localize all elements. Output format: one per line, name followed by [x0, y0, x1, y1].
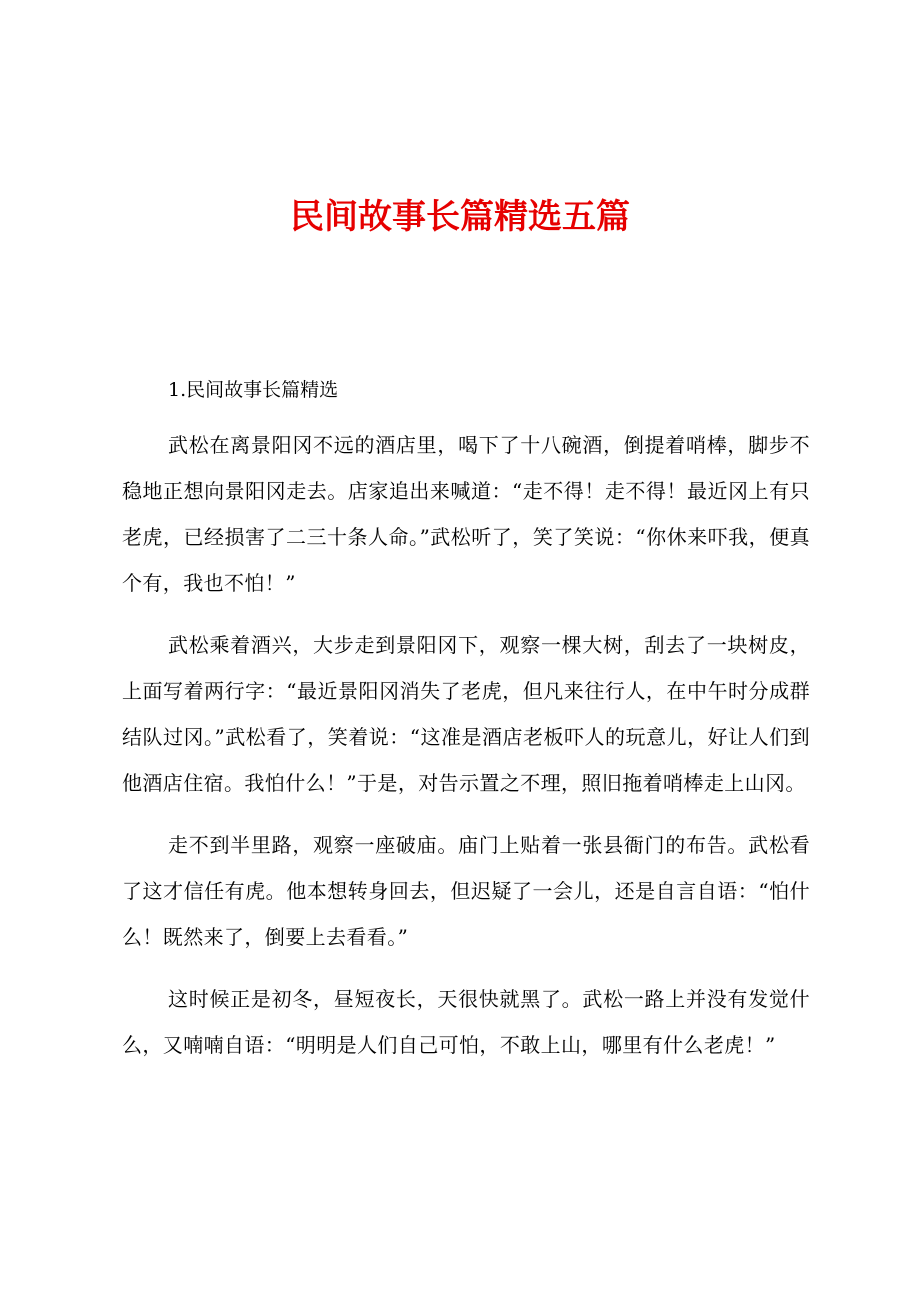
section-heading: 1.民间故事长篇精选: [168, 379, 339, 401]
document-body: [122, 374, 810, 1084]
paragraph: 武松在离景阳冈不远的酒店里，喝下了十八碗酒，倒提着哨棒，脚步不稳地正想向景阳冈走去。店家追出来喊道：“走不得！走不得！最近冈上有只老虎，已经损害了二三十条人命。”武松听了，笑了笑说：“你休来吓我，便真个有，我也不怕！”: [122, 433, 810, 595]
document-title: 民间故事长篇精选五篇: [290, 197, 630, 237]
paragraph: 走不到半里路，观察一座破庙。庙门上贴着一张县衙门的布告。武松看了这才信任有虎。他本想转身回去，但迟疑了一会儿，还是自言自语：“怕什么！既然来了，倒要上去看看。”: [122, 833, 810, 949]
paragraph: 这时候正是初冬，昼短夜长，天很快就黑了。武松一路上并没有发觉什么，又喃喃自语：“明明是人们自己可怕，不敢上山，哪里有什么老虎！”: [122, 987, 810, 1057]
paragraph: 武松乘着酒兴，大步走到景阳冈下，观察一棵大树，刮去了一块树皮，上面写着两行字：“最近景阳冈消失了老虎，但凡来往行人，在中午时分成群结队过冈。”武松看了，笑着说：“这准是酒店老板吓人的玩意儿，好让人们到他酒店住宿。我怕什么！”于是，对告示置之不理，照旧拖着哨棒走上山冈。: [122, 633, 810, 795]
